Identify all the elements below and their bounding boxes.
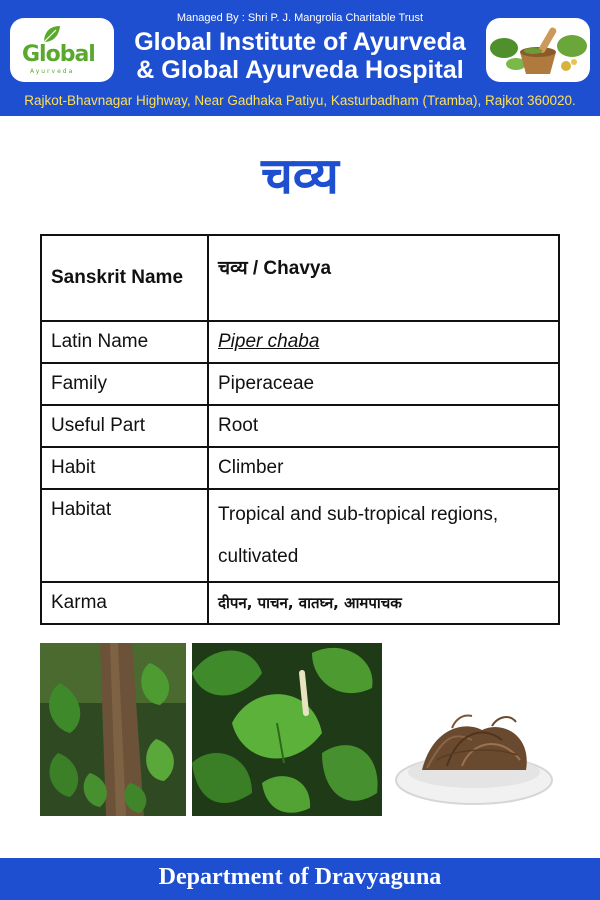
- leaf-icon: [40, 24, 62, 44]
- institute-title-line2: & Global Ayurveda Hospital: [136, 56, 464, 84]
- logo-word: Global: [22, 42, 95, 67]
- logo-subtext: Ayurveda: [30, 68, 75, 75]
- page-title: चव्य: [261, 147, 339, 205]
- header-band: [0, 0, 600, 88]
- leaves-with-spike-photo: [192, 643, 382, 816]
- row-label: Useful Part: [41, 405, 208, 447]
- herbs-mortar-image: [486, 18, 590, 82]
- table-row-sanskrit: [41, 235, 559, 321]
- row-value: Climber: [208, 447, 559, 489]
- plant-properties-table: [40, 234, 560, 625]
- managed-by-text: Managed By : Shri P. J. Mangrolia Charitable Trust: [176, 12, 424, 24]
- table-row-karma: [41, 582, 559, 624]
- row-value: [208, 582, 559, 624]
- table-row-habitat: [41, 489, 559, 582]
- mortar-herbs-icon: [486, 18, 590, 82]
- institute-title-line1: Global Institute of Ayurveda: [134, 28, 466, 56]
- footer-band: [0, 858, 600, 900]
- dried-root-bowl-photo: [392, 700, 556, 810]
- row-label: Latin Name: [41, 321, 208, 363]
- row-value: Piperaceae: [208, 363, 559, 405]
- latin-name-value: Piper chaba: [218, 331, 320, 352]
- table-row-family: [41, 363, 559, 405]
- row-label: Habit: [41, 447, 208, 489]
- table-row-habit: [41, 447, 559, 489]
- row-label: Habitat: [41, 489, 208, 582]
- department-name: Department of Dravyaguna: [158, 864, 442, 890]
- address-text: Rajkot-Bhavnagar Highway, Near Gadhaka Patiyu, Kasturbadham (Tramba), Rajkot 360020.: [24, 93, 576, 108]
- row-value: Tropical and sub-tropical regions, cultivated: [208, 489, 559, 582]
- row-label: Karma: [41, 582, 208, 624]
- table-row-latin: [41, 321, 559, 363]
- row-value: Root: [208, 405, 559, 447]
- row-label: Sanskrit Name: [41, 235, 208, 321]
- institute-logo: [10, 18, 114, 82]
- row-label: Family: [41, 363, 208, 405]
- row-value: चव्य / Chavya: [208, 235, 559, 321]
- address-bar: [0, 88, 600, 116]
- row-value: [208, 321, 559, 363]
- table-row-useful-part: [41, 405, 559, 447]
- karma-value: दीपन, पाचन, वातघ्न, आमपाचक: [218, 594, 402, 612]
- vine-on-tree-photo: [40, 643, 186, 816]
